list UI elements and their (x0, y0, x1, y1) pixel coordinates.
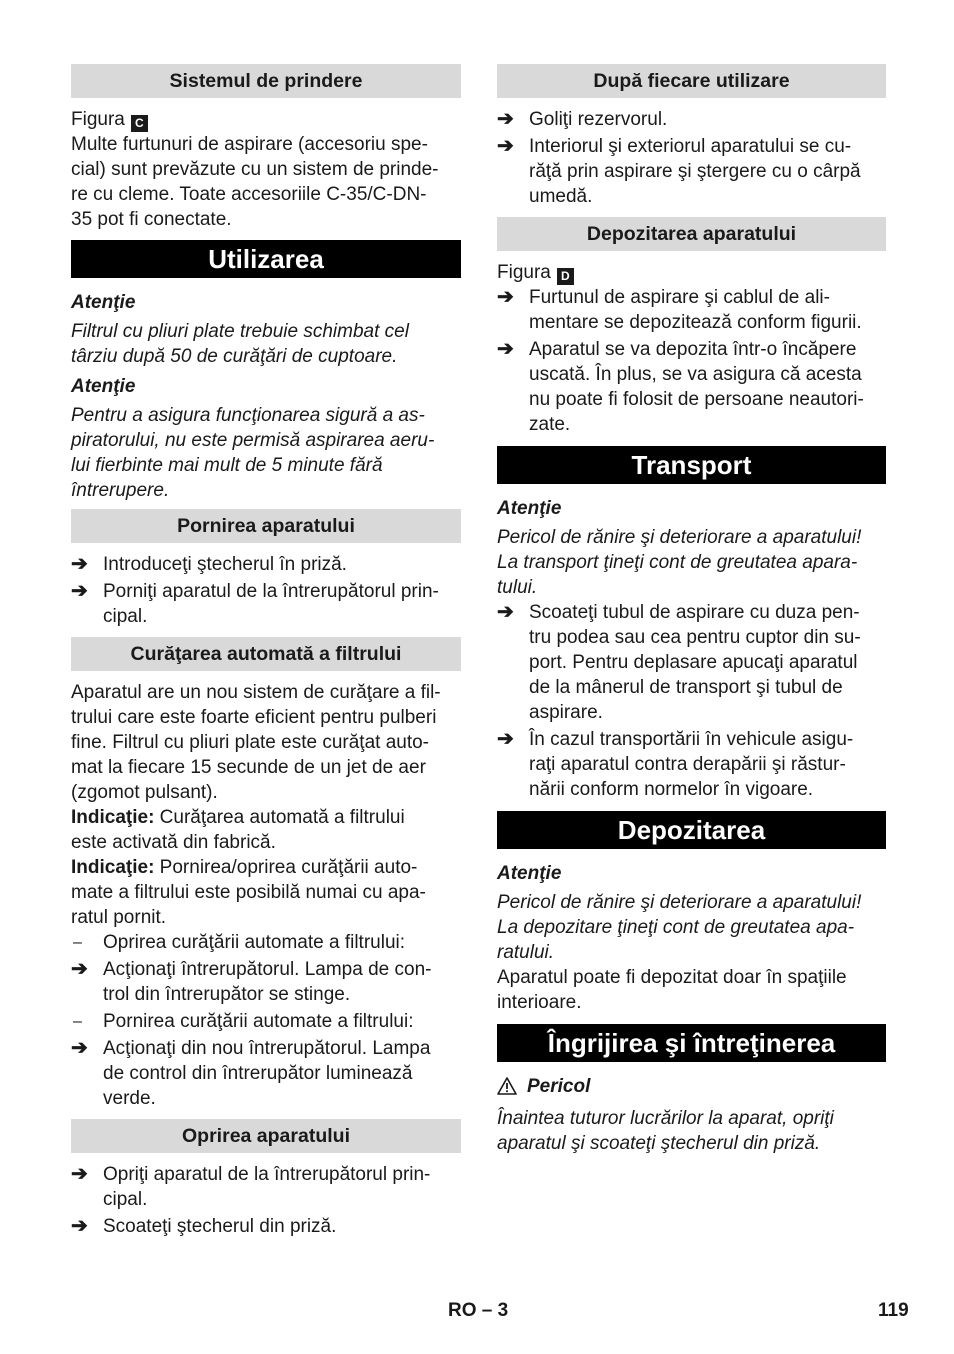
text-line: aspirare. (529, 702, 603, 723)
text-line: tru podea sau cea pentru cuptor din su- (529, 627, 861, 648)
text-line: cial) sunt prevăzute cu un sistem de prinde- (71, 159, 439, 180)
danger-title (497, 1074, 886, 1102)
arrow-icon: ➔ (71, 958, 88, 980)
text-line: nării conform normelor în vigoare. (529, 779, 814, 800)
arrow-icon: ➔ (497, 728, 514, 750)
text-line: (zgomot pulsant). (71, 782, 218, 803)
list-item (497, 337, 886, 437)
text-line: răţă prin aspirare şi ştergere cu o cârpă (529, 161, 861, 182)
text-line: Aparatul are un nou sistem de curăţare a fil- (71, 682, 441, 703)
chapter-heading-transport: Transport (497, 446, 886, 484)
arrow-icon: ➔ (497, 286, 514, 308)
list-item (497, 134, 886, 209)
figure-letter-badge: C (131, 115, 148, 132)
figure-label: Figura (497, 262, 551, 283)
figure-reference (497, 260, 886, 285)
text-line: Pericol de rănire şi deteriorare a aparatului! (497, 527, 862, 548)
text-line: verde. (103, 1088, 156, 1109)
section-heading-depozitarea-aparatului: Depozitarea aparatului (497, 217, 886, 251)
text-line: este activată din fabrică. (71, 832, 276, 853)
caution-title: Atenţie (497, 498, 562, 519)
list-item (71, 1162, 461, 1212)
text-line: mat la fiecare 15 secunde de un jet de aer (71, 757, 426, 778)
caution-text (71, 319, 461, 369)
list-item (71, 1036, 461, 1111)
arrow-icon: ➔ (497, 338, 514, 360)
text-line: trului care este foarte eficient pentru pulberi (71, 707, 437, 728)
text-line: târziu după 50 de curăţări de cuptoare. (71, 346, 398, 367)
text-line: Interiorul şi exteriorul aparatului se cu- (529, 136, 852, 157)
text-line: fine. Filtrul cu pliuri plate este curăţat auto- (71, 732, 430, 753)
dash-bullet-icon: – (73, 1013, 82, 1030)
text-line: Aparatul poate fi depozitat doar în spaţiile (497, 967, 847, 988)
text-line: raţi aparatul contra derapării şi răstur- (529, 754, 846, 775)
text-line: Înaintea tuturor lucrărilor la aparat, opriţi (497, 1108, 834, 1129)
text-line: de control din întrerupător luminează (103, 1063, 413, 1084)
right-column (497, 64, 886, 1156)
text-line: lui fierbinte mai mult de 5 minute fără (71, 455, 383, 476)
chapter-heading-depozitarea: Depozitarea (497, 811, 886, 849)
text-line: Porniţi aparatul de la întrerupătorul prin- (103, 581, 439, 602)
chapter-heading-utilizarea: Utilizarea (71, 240, 461, 278)
page-number: 119 (878, 1300, 909, 1321)
warning-triangle-icon (497, 1077, 519, 1102)
text-line: Scoateţi ştecherul din priză. (103, 1216, 337, 1237)
paragraph (71, 680, 461, 805)
text-line: Aparatul se va depozita într-o încăpere (529, 339, 857, 360)
text-line: piratorului, nu este permisă aspirarea aeru- (71, 430, 435, 451)
figure-letter-badge: D (557, 268, 574, 285)
arrow-icon: ➔ (71, 1163, 88, 1185)
text-line: Pornirea curăţării automate a filtrului: (103, 1011, 414, 1032)
text-line: Acţionaţi din nou întrerupătorul. Lampa (103, 1038, 431, 1059)
text-line: cipal. (103, 606, 148, 627)
text-line: umedă. (529, 186, 593, 207)
text-line: 35 pot fi conectate. (71, 209, 232, 230)
arrow-icon: ➔ (71, 553, 88, 575)
caution-title: Atenţie (71, 376, 136, 397)
text-line: Pentru a asigura funcţionarea sigură a as- (71, 405, 425, 426)
arrow-icon: ➔ (71, 580, 88, 602)
text-line: întrerupere. (71, 480, 170, 501)
arrow-icon: ➔ (497, 108, 514, 130)
text-line: trol din întrerupător se stinge. (103, 984, 351, 1005)
text-line: Oprirea curăţării automate a filtrului: (103, 932, 406, 953)
list-item (497, 285, 886, 335)
list-item (497, 600, 886, 725)
footer-section-code: RO – 3 (448, 1300, 509, 1321)
text-line: interioare. (497, 992, 582, 1013)
dash-bullet-icon: – (73, 934, 82, 951)
text-line: cipal. (103, 1189, 148, 1210)
caution-text (497, 525, 886, 600)
danger-text (497, 1106, 886, 1156)
figure-reference (71, 107, 461, 132)
section-heading-curatarea: Curăţarea automată a filtrului (71, 637, 461, 671)
text-line: Pornirea/oprirea curăţării auto- (154, 857, 418, 878)
text-line: Curăţarea automată a filtrului (154, 807, 405, 828)
text-line: Multe furtunuri de aspirare (accesoriu spe- (71, 134, 428, 155)
arrow-icon: ➔ (71, 1037, 88, 1059)
list-item (71, 552, 461, 577)
section-heading-pornirea: Pornirea aparatului (71, 509, 461, 543)
text-line: zate. (529, 414, 571, 435)
arrow-icon: ➔ (497, 135, 514, 157)
text-line: ratului. (497, 942, 555, 963)
caution-text (71, 403, 461, 503)
note-paragraph (71, 855, 461, 930)
text-line: nu poate fi folosit de persoane neautori- (529, 389, 864, 410)
text-line: La depozitare ţineţi cont de greutatea apa- (497, 917, 855, 938)
list-item (497, 727, 886, 802)
section-heading-oprirea: Oprirea aparatului (71, 1119, 461, 1153)
text-line: Introduceţi ştecherul în priză. (103, 554, 347, 575)
caution-title: Atenţie (71, 292, 136, 313)
text-line: mentare se depozitează conform figurii. (529, 312, 862, 333)
list-item (497, 107, 886, 132)
text-line: re cu cleme. Toate accesoriile C-35/C-DN- (71, 184, 427, 205)
dash-item (71, 930, 461, 955)
text-line: aparatul şi scoateţi ştecherul din priză. (497, 1133, 821, 1154)
note-label: Indicaţie: (71, 857, 155, 878)
text-line: Filtrul cu pliuri plate trebuie schimbat cel (71, 321, 409, 342)
list-item (71, 579, 461, 629)
text-line: ratul pornit. (71, 907, 167, 928)
paragraph (71, 132, 461, 232)
text-line: port. Pentru deplasare apucaţi aparatul (529, 652, 858, 673)
arrow-icon: ➔ (71, 1215, 88, 1237)
caution-text (497, 890, 886, 965)
left-column (71, 64, 461, 1239)
chapter-heading-ingrijirea: Îngrijirea şi întreţinerea (497, 1024, 886, 1062)
text-line: uscată. În plus, se va asigura că acesta (529, 364, 862, 385)
text-line: tului. (497, 577, 538, 598)
text-line: Pericol de rănire şi deteriorare a aparatului! (497, 892, 862, 913)
note-paragraph (71, 805, 461, 855)
list-item (71, 957, 461, 1007)
note-label: Indicaţie: (71, 807, 155, 828)
text-line: Scoateţi tubul de aspirare cu duza pen- (529, 602, 860, 623)
section-heading-dupa: După fiecare utilizare (497, 64, 886, 98)
text-line: În cazul transportării în vehicule asigu- (529, 729, 854, 750)
text-line: Acţionaţi întrerupătorul. Lampa de con- (103, 959, 432, 980)
list-item (71, 1214, 461, 1239)
text-line: mate a filtrului este posibilă numai cu apa- (71, 882, 426, 903)
text-line: de la mânerul de transport şi tubul de (529, 677, 843, 698)
text-line: Opriţi aparatul de la întrerupătorul prin- (103, 1164, 431, 1185)
figure-label: Figura (71, 109, 125, 130)
section-heading-sistemul: Sistemul de prindere (71, 64, 461, 98)
text-line: Goliţi rezervorul. (529, 109, 668, 130)
text-line: Furtunul de aspirare şi cablul de ali- (529, 287, 830, 308)
arrow-icon: ➔ (497, 601, 514, 623)
caution-title: Atenţie (497, 863, 562, 884)
paragraph (497, 965, 886, 1015)
danger-label: Pericol (527, 1076, 591, 1097)
dash-item (71, 1009, 461, 1034)
text-line: La transport ţineţi cont de greutatea apara- (497, 552, 858, 573)
